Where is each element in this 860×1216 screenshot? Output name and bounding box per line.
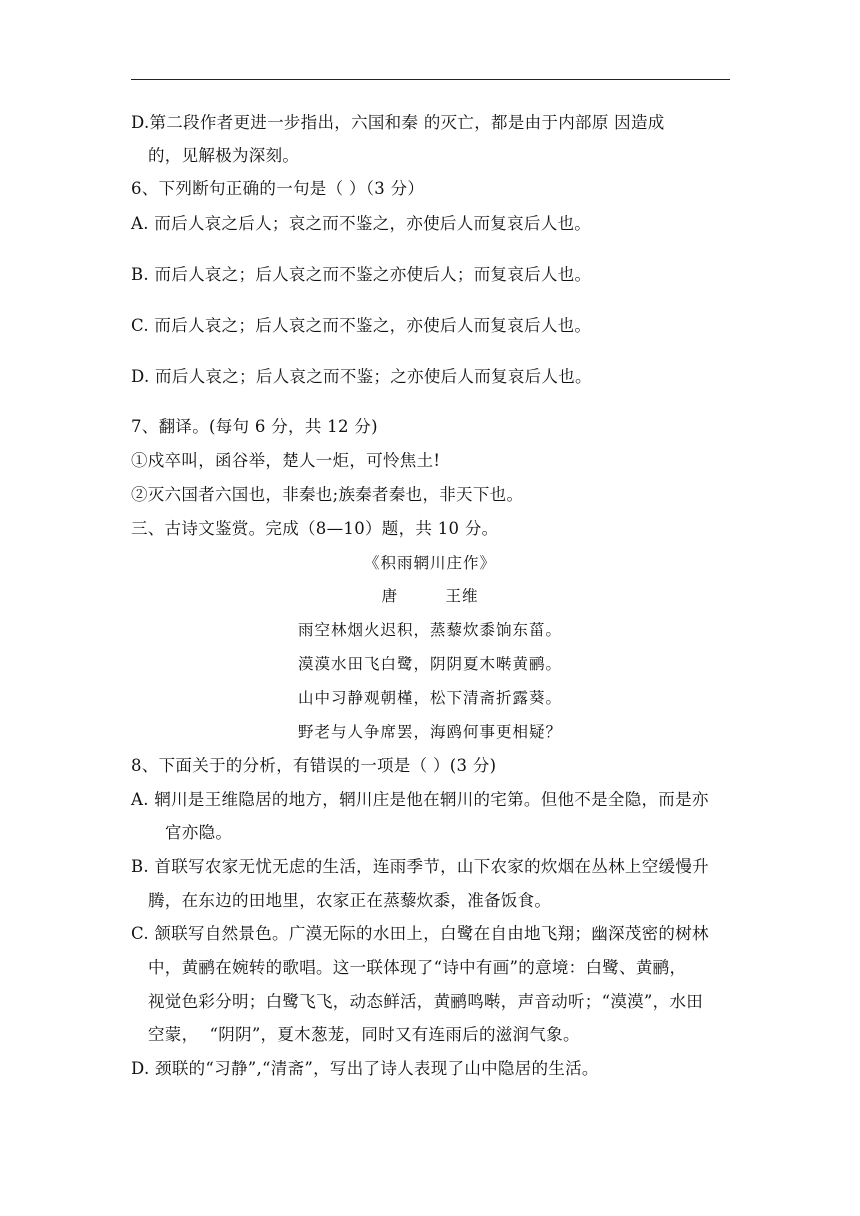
poem-title: 《积雨辋川庄作》	[363, 554, 496, 572]
section-3-heading: 三、古诗文鉴赏。完成（8—10）题，共 10 分。	[131, 519, 499, 538]
q7-stem: 7、翻译。(每句 6 分，共 12 分)	[131, 417, 378, 436]
q6-option-c: C. 而后人哀之；后人哀之而不鉴之，亦使后人而复哀后人也。	[131, 316, 592, 335]
q8-option-b-line1: B. 首联写农家无忧无虑的生活，连雨季节，山下农家的炊烟在丛林上空缓慢升	[131, 857, 709, 876]
poem-line-1: 雨空林烟火迟积，蒸藜炊黍饷东菑。	[297, 621, 562, 639]
q5-option-d-line2: 的，见解极为深刻。	[148, 146, 300, 165]
q5-option-d-line1: D.第二段作者更进一步指出，六国和秦 的灭亡，都是由于内部原 因造成	[131, 113, 665, 132]
q8-option-a-line1: A. 辋川是王维隐居的地方，辋川庄是他在辋川的宅第。但他不是全隐，而是亦	[131, 790, 709, 809]
q8-option-b-line2: 腾，在东边的田地里，农家正在蒸藜炊黍，准备饭食。	[148, 891, 552, 910]
q6-option-d: D. 而后人哀之；后人哀之而不鉴；之亦使后人而复哀后人也。	[131, 367, 592, 386]
q8-option-a-line2: 官亦隐。	[165, 823, 233, 842]
poem-line-4: 野老与人争席罢，海鸥何事更相疑？	[297, 723, 562, 741]
q6-stem: 6、下列断句正确的一句是（ ）（3 分）	[131, 179, 425, 198]
poem-author: 唐 王维	[381, 587, 479, 605]
q6-option-a: A. 而后人哀之后人；哀之而不鉴之，亦使后人而复哀后人也。	[131, 214, 592, 233]
poem-line-2: 漠漠水田飞白鹭，阴阴夏木啭黄鹂。	[297, 655, 562, 673]
header-rule	[131, 79, 730, 80]
q8-option-c-line2: 中，黄鹂在婉转的歌唱。这一联体现了“诗中有画”的意境：白鹭、黄鹂，	[148, 958, 687, 977]
q8-option-d: D. 颈联的“习静”,“清斋”，写出了诗人表现了山中隐居的生活。	[131, 1059, 599, 1078]
q7-sentence-1: ①戍卒叫，函谷举，楚人一炬，可怜焦土!	[131, 451, 441, 470]
q8-option-c-line4: 空蒙， “阴阴”，夏木葱茏，同时又有连雨后的滋润气象。	[148, 1025, 580, 1044]
poem-line-3: 山中习静观朝槿，松下清斋折露葵。	[297, 689, 562, 707]
q8-option-c-line3: 视觉色彩分明；白鹭飞飞，动态鲜活，黄鹂鸣啭，声音动听；“漠漠”，水田	[148, 992, 704, 1011]
q6-option-b: B. 而后人哀之；后人哀之而不鉴之亦使后人；而复哀后人也。	[131, 265, 592, 284]
q8-stem: 8、下面关于的分析，有错误的一项是（ ）(3 分)	[131, 756, 497, 775]
q7-sentence-2: ②灭六国者六国也，非秦也;族秦者秦也，非天下也。	[131, 485, 524, 504]
q8-option-c-line1: C. 颔联写自然景色。广漠无际的水田上，白鹭在自由地飞翔；幽深茂密的树林	[131, 924, 709, 943]
